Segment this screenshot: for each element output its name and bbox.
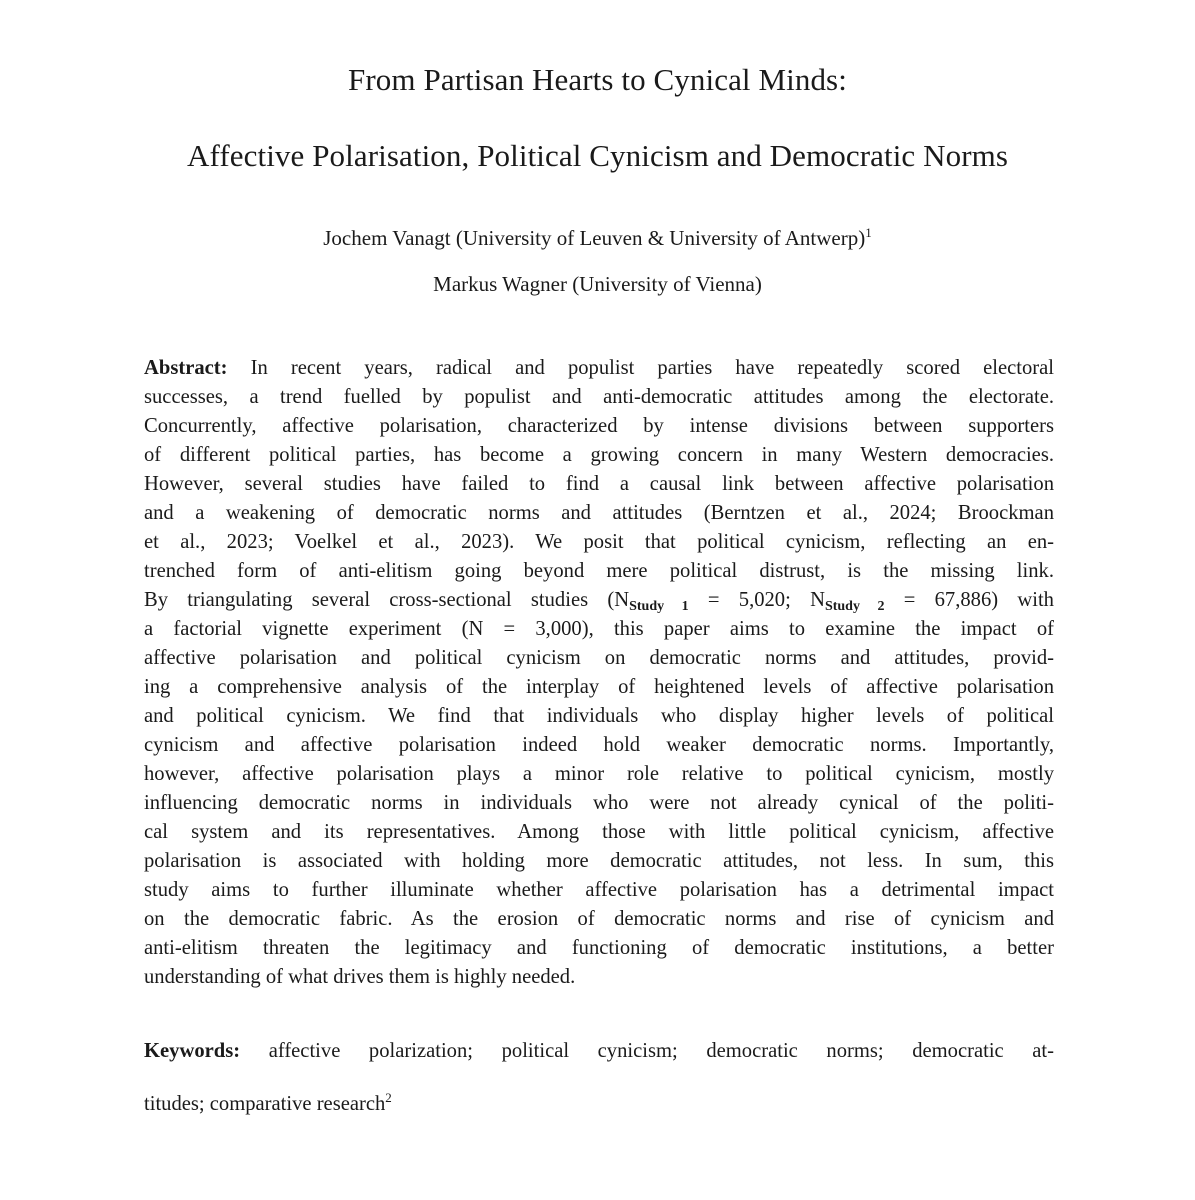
sample-size-text: By triangulating several cross-sectional studies (N [144, 589, 630, 611]
keywords-label: Keywords: [144, 1040, 241, 1062]
author-2: Markus Wagner (University of Vienna) [433, 272, 762, 296]
abstract-line: polarisation is associated with holding more democratic attitudes, not less. In sum, this [144, 850, 1054, 872]
abstract-line [144, 586, 1054, 615]
keywords-text: titudes; comparative research [144, 1093, 386, 1115]
abstract [144, 354, 1054, 992]
abstract-line: trenched form of anti-elitism going beyond mere political distrust, is the missing link. [144, 560, 1054, 582]
keywords [144, 1040, 1054, 1122]
keywords-line [144, 1090, 1054, 1122]
abstract-line: on the democratic fabric. As the erosion of democratic norms and rise of cynicism and [144, 908, 1054, 930]
abstract-line: affective polarisation and political cynicism on democratic norms and attitudes, provid- [144, 647, 1054, 669]
abstract-line [144, 354, 1054, 383]
keywords-text: affective polarization; political cynicism; democratic norms; democratic at- [240, 1040, 1054, 1062]
abstract-line: anti-elitism threaten the legitimacy and functioning of democratic institutions, a better [144, 937, 1054, 959]
author-1-name: Jochem Vanagt (University of Leuven & University of Antwerp) [323, 226, 866, 250]
abstract-line: cal system and its representatives. Among those with little political cynicism, affective [144, 821, 1054, 843]
paper-title-line-1: From Partisan Hearts to Cynical Minds: [348, 62, 847, 97]
keywords-footnote-mark: 2 [385, 1090, 392, 1106]
abstract-line: of different political parties, has become a growing concern in many Western democracies. [144, 444, 1054, 466]
abstract-line: and a weakening of democratic norms and attitudes (Berntzen et al., 2024; Broockman [144, 502, 1054, 524]
sample-size-text: = 67,886) with [884, 589, 1054, 611]
abstract-line-text: In recent years, radical and populist parties have repeatedly scored electoral [227, 357, 1054, 379]
author-1-footnote-mark: 1 [865, 225, 872, 240]
abstract-line: However, several studies have failed to find a causal link between affective polarisation [144, 473, 1054, 495]
study-2-subscript: Study 2 [824, 599, 885, 614]
abstract-line: study aims to further illuminate whether affective polarisation has a detrimental impact [144, 879, 1054, 901]
abstract-line: influencing democratic norms in individuals who were not already cynical of the politi- [144, 792, 1054, 814]
abstract-line: understanding of what drives them is highly needed. [144, 966, 576, 988]
abstract-line: a factorial vignette experiment (N = 3,000), this paper aims to examine the impact of [144, 618, 1054, 640]
sample-size-text: = 5,020; N [688, 589, 825, 611]
abstract-line: and political cynicism. We find that individuals who display higher levels of political [144, 705, 1054, 727]
paper-title-line-2: Affective Polarisation, Political Cynicism and Democratic Norms [186, 138, 1009, 173]
abstract-line: et al., 2023; Voelkel et al., 2023). We posit that political cynicism, reflecting an en- [144, 531, 1054, 553]
author-1 [0, 226, 1195, 251]
study-1-subscript: Study 1 [629, 599, 689, 614]
abstract-line: ing a comprehensive analysis of the interplay of heightened levels of affective polarisation [144, 676, 1054, 698]
keywords-line [144, 1040, 1054, 1069]
abstract-line: Concurrently, affective polarisation, characterized by intense divisions between supporters [144, 415, 1054, 437]
abstract-line: cynicism and affective polarisation indeed hold weaker democratic norms. Importantly, [144, 734, 1054, 756]
abstract-label: Abstract: [144, 357, 228, 379]
abstract-line: however, affective polarisation plays a minor role relative to political cynicism, mostly [144, 763, 1054, 785]
abstract-line: successes, a trend fuelled by populist and anti-democratic attitudes among the electorate. [144, 386, 1054, 408]
